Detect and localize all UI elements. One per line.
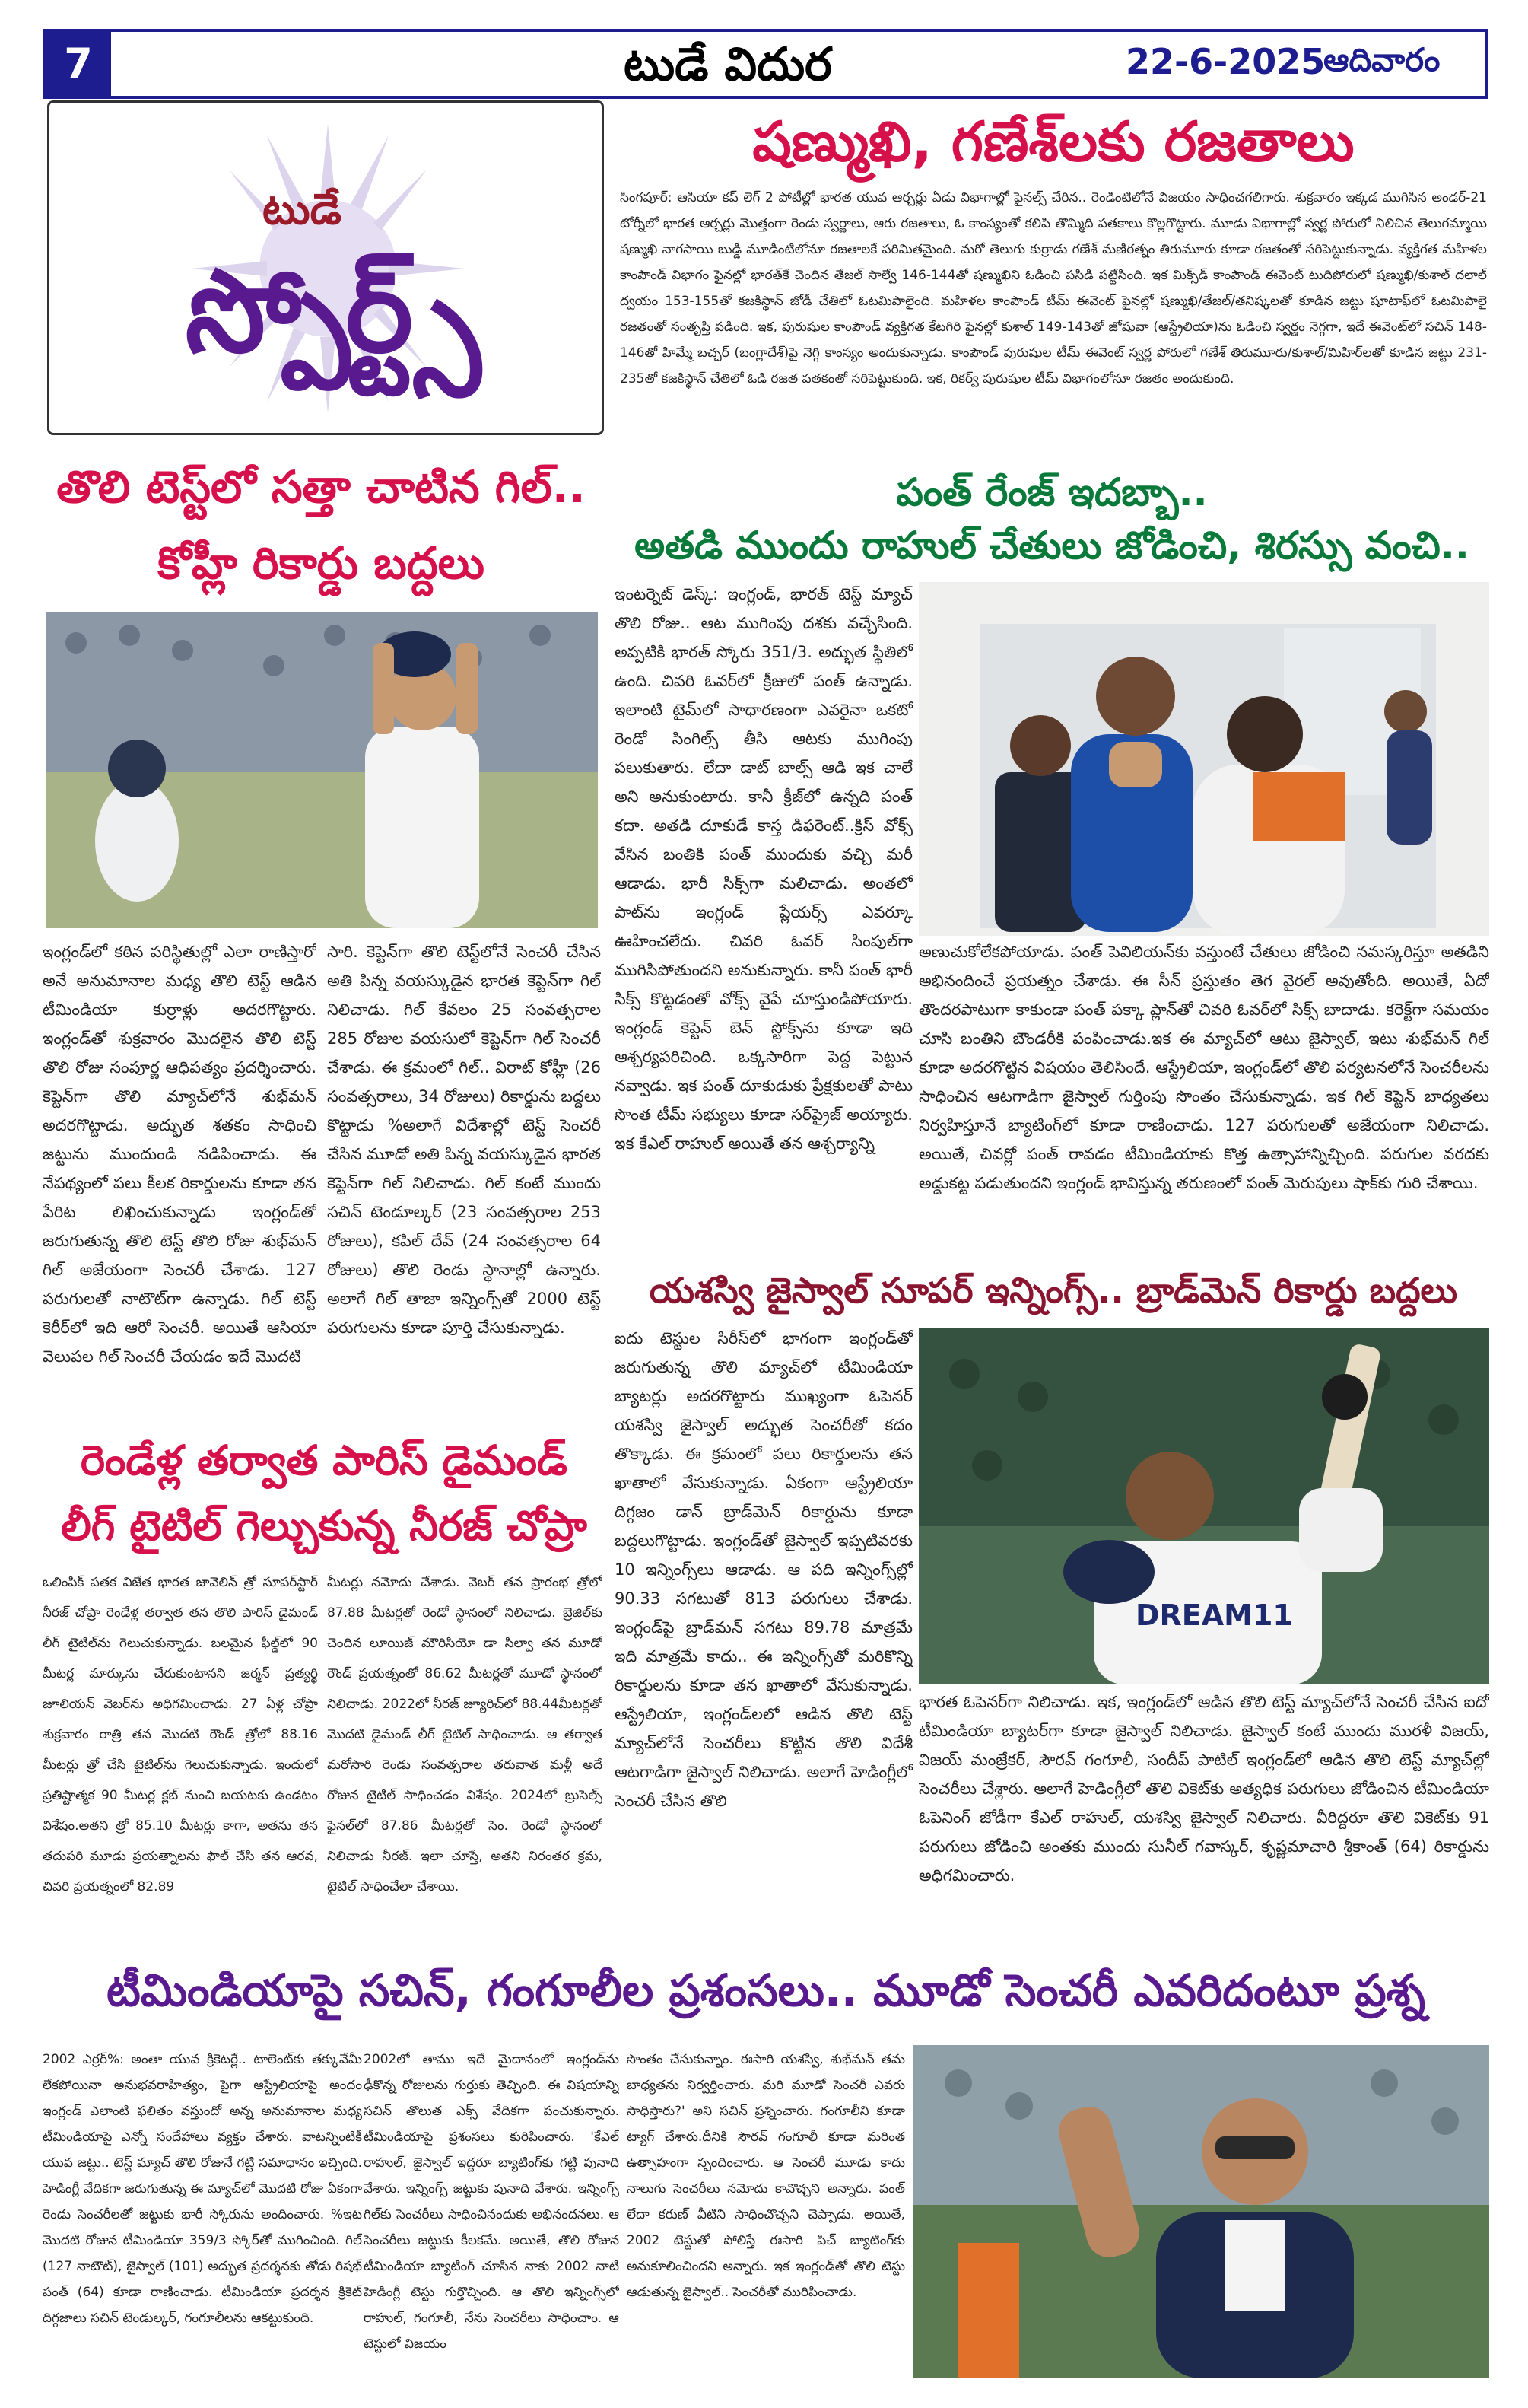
story2-headline-line2: కోహ్లీ రికార్డు బద్దలు [157, 537, 484, 589]
svg-text:DREAM11: DREAM11 [1136, 1598, 1293, 1632]
gill-photo [46, 612, 598, 928]
story3-headline-line1: పంత్ రేంజ్ ఇదబ్బా.. [896, 470, 1208, 514]
story2-headline-line1: తొలి టెస్ట్‌లో సత్తా చాటిన గిల్.. [56, 461, 586, 513]
story2-col2: సారి. కెప్టెన్‌గా తొలి టెస్ట్‌లోనే సెంచరీ చేసిన అతి పిన్న వయస్కుడైన భారత కెప్టెన్‌గా గిల్ నిలిచాడు. గిల్ కేవలం 25 సంవత్సరాల 285 రోజుల వయసులో కెప్టెన్‌గా గిల్ సెంచరీ చేశాడు. ఈ క్రమంలో గిల్.. విరాట్ కోహ్లీ (26 సంవత్సరాలు, 34 రోజులు) రికార్డును బద్దలు కొట్టాడు %అలాగే విదేశాల్లో టెస్ట్ సెంచరీ చేసిన మూడో అతి పిన్న వయస్కుడైన భారత కెప్టెన్‌గా గిల్ నిలిచాడు. గిల్ కంటే ముందు సచిన్ టెండూల్కర్ (23 సంవత్సరాల 253 రోజులు), కపిల్ దేవ్ (24 సంవత్సరాల 64 రోజులు) తొలి రెండు స్థానాల్లో ఉన్నారు. అలాగే గిల్ తాజా ఇన్నింగ్స్‌తో 2000 టెస్ట్ పరుగులను కూడా పూర్తి చేసుకున్నాడు. [327, 943, 601, 1337]
page-number: 7 [46, 32, 111, 96]
story5-headline-line2: లీగ్ టైటిల్ గెల్చుకున్న నీరజ్ చోప్రా [61, 1502, 587, 1550]
story6-col2: 2002లో తాము ఇదే మైదానంలో ఇంగ్లండ్‌ను ఢీకొన్న రోజులను గుర్తుకు తెచ్చింది. ఈ విషయాన్ని సచిన్ తొలుత ఎక్స్ వేదికగా పంచుకున్నారు. టీమిండియాపై ప్రశంసలు కురిపించారు. 'కేఎల్ రాహుల్, జైస్వాల్ ఇద్దరూ బ్యాటింగ్‌కు గట్టి పునాది వేశారు. ఇన్నింగ్స్ జట్టుకు పునాది వేశారు. ఇన్నింగ్స్ గిల్‌కు సెంచరీలు సాధించినందుకు అభినందనలు. ఆ సెంచరీలు జట్టుకు కీలకమే. అయితే, తొలి రోజున టీమిండియా బ్యాటింగ్ చూసిన నాకు 2002 నాటి హెడింగ్లీ టెస్టు గుర్తొచ్చింది. ఆ తొలి ఇన్నింగ్స్‌లో రాహుల్, గంగూలీ, నేను సెంచరీలు సాధించాం. ఆ టెస్టులో విజయం [364, 2052, 619, 2352]
logo-main-text: స్పోర్ట్స్ [185, 246, 477, 378]
story5-col2: మీటర్లు నమోదు చేశాడు. వెబర్ తన ప్రారంభ త్రోలో 87.88 మీటర్లతో రెండో స్థానంలో నిలిచాడు. బ్రెజిల్‌కు చెందిన లూయిజ్ మౌరిసియో డా సిల్వా తన మూడో రౌండ్ ప్రయత్నంతో 86.62 మీటర్లతో మూడో స్థానంలో నిలిచాడు. 2022లో నీరజ్ జ్యూరిచ్‌లో 88.44మీటర్లతో మొదటి డైమండ్ లీగ్ టైటిల్ సాధించాడు. ఆ తర్వాత మరోసారి రెండు సంవత్సరాల తరువాత మళ్లీ అదే రోజున టైటిల్ సాధించడం విశేషం. 2024లో బ్రుసెల్స్ ఫైనల్‌లో 87.86 మీటర్లతో సెం. రెండో స్థానంలో నిలిచాడు నీరజ్. ఇలా చూస్తే, అతని నిరంతర క్రమ, టైటిల్ సాధించేలా చేశాయి. [327, 1575, 602, 1894]
paper-name: టుడే విదుర [624, 38, 832, 91]
story4-col1: ఐదు టెస్టుల సిరీస్‌లో భాగంగా ఇంగ్లండ్‌తో జరుగుతున్న తొలి మ్యాచ్‌లో టీమిండియా బ్యాటర్లు అదరగొట్టారు ముఖ్యంగా ఓపెనర్ యశస్వి జైస్వాల్ అద్భుత సెంచరీతో కదం తొక్కాడు. ఈ క్రమంలో పలు రికార్డులను తన ఖాతాలో వేసుకున్నాడు. ఏకంగా ఆస్ట్రేలియా దిగ్గజం డాన్ బ్రాడ్‌మెన్ రికార్డును కూడా బద్దలుగొట్టాడు. ఇంగ్లండ్‌తో జైస్వాల్ ఇప్పటివరకు 10 ఇన్నింగ్స్‌లు ఆడాడు. ఆ పది ఇన్నింగ్స్‌ల్లో 90.33 సగటుతో 813 పరుగులు చేశాడు. ఇంగ్లండ్‌పై బ్రాడ్‌మన్ సగటు 89.78 మాత్రమే ఇది మాత్రమే కాదు.. ఈ ఇన్నింగ్స్‌తో మరికొన్ని రికార్డులను కూడా తన ఖాతాలో వేసుకున్నాడు. ఆస్ట్రేలియా, ఇంగ్లండ్‌లలో ఆడిన తొలి టెస్ట్ మ్యాచ్‌లోనే సెంచరీలు కొట్టిన తొలి విదేశీ ఆటగాడిగా జైస్వాల్ నిలిచాడు. అలాగే హెడింగ్లీలో సెంచరీ చేసిన తొలి [615, 1329, 913, 1810]
logo-top-text: టుడే [262, 185, 342, 234]
story6-col3: సొంతం చేసుకున్నాం. ఈసారి యశస్వి, శుభ్‌మన్ తమ బాధ్యతను నిర్వర్తించారు. మరి మూడో సెంచరీ ఎవరు సాధిస్తారు?' అని సచిన్ ప్రశ్నించారు. గంగూలీని కూడా ట్యాగ్ చేశారు.దీనికి సౌరవ్ గంగూలీ కూడా మరింత ఉత్సాహంగా స్పందించారు. ఆ సెంచరీ మూడు కాదు నాలుగు సెంచరీలు నమోదు కావొచ్చని అన్నారు. పంత్ లేదా కరుణ్ వీటిని సాధించొచ్చని చెప్పాడు. అయితే, 2002 టెస్టుతో పోలిస్తే ఈసారి పిచ్ బ్యాటింగ్‌కు అనుకూలించిందని అన్నారు. ఇక ఇంగ్లండ్‌తో తొలి టెస్టు ఆడుతున్న జైస్వాల్.. సెంచరీతో మురిపించాడు. [627, 2052, 905, 2300]
masthead [43, 29, 1488, 99]
story3-col1: ఇంటర్నెట్ డెస్క్: ఇంగ్లండ్, భారత్ టెస్ట్ మ్యాచ్ తొలి రోజు.. ఆట ముగింపు దశకు వచ్చేసింది. అప్పటికి భారత్ స్కోరు 351/3. అద్భుత స్థితిలో ఉంది. చివరి ఓవర్‌లో క్రీజులో పంత్ ఉన్నాడు. ఇలాంటి టైమ్‌లో సాధారణంగా ఎవరైనా ఒకటో రెండో సింగిల్స్ తీసి ఆటకు ముగింపు పలుకుతారు. లేదా డాట్ బాల్స్ ఆడి ఇక చాలే అని అనుకుంటారు. కానీ క్రీజ్‌లో ఉన్నది పంత్ కదా. అతడి దూకుడే కాస్త డిఫరెంట్..క్రిస్ వోక్స్ వేసిన బంతికి పంత్ ముందుకు వచ్చి మరీ ఆడాడు. భారీ సిక్స్‌గా మలిచాడు. అంతలో పాట్‌ను ఇంగ్లండ్ ప్లేయర్స్ ఎవర్కూ ఊహించలేదు. చివరి ఓవర్ సింపుల్‌గా ముగిసిపోతుందని అనుకున్నారు. కానీ పంత్ భారీ సిక్స్ కొట్టడంతో వోక్స్ వైపే చూస్తుండిపోయారు. ఇంగ్లండ్ కెప్టెన్ బెన్ స్టోక్స్‌ను కూడా ఇది ఆశ్చర్యపరిచింది. ఒక్కసారిగా పెద్ద పెట్టున నవ్వాడు. ఇక పంత్ దూకుడుకు ప్రేక్షకులతో పాటు సొంత టీమ్ సభ్యులు కూడా సర్‌ప్రైజ్ అయ్యారు. ఇక కేఎల్ రాహుల్ అయితే తన ఆశ్చర్యాన్ని [615, 585, 913, 1153]
pant-rahul-photo [919, 582, 1489, 936]
story3-headline-line2: అతడి ముందు రాహుల్ చేతులు జోడించి, శిరస్సు వంచి.. [634, 523, 1469, 568]
jaiswal-photo [919, 1328, 1489, 1684]
story6-headline: టీమిండియాపై సచిన్, గంగూలీల ప్రశంసలు.. మూడో సెంచరీ ఎవరిదంటూ ప్రశ్న [106, 1964, 1425, 2016]
story2-col1: ఇంగ్లండ్‌లో కఠిన పరిస్థితుల్లో ఎలా రాణిస్తారో అనే అనుమానాల మధ్య తొలి టెస్ట్ ఆడిన టీమిండియా కుర్రాళ్లు అదరగొట్టారు. ఇంగ్లండ్‌తో శుక్రవారం మొదలైన తొలి టెస్ట్ తొలి రోజు సంపూర్ణ ఆధిపత్యం ప్రదర్శించారు. కెప్టెన్‌గా తొలి మ్యాచ్‌లోనే శుభ్‌మన్ అదరగొట్టాడు. అద్భుత శతకం సాధించి జట్టును ముందుండి నడిపించాడు. ఈ నేపథ్యంలో పలు కీలక రికార్డులను కూడా తన పేరిట లిఖించుకున్నాడు ఇంగ్లండ్‌తో జరుగుతున్న తొలి టెస్ట్ తొలి రోజు శుభ్‌మన్ గిల్ అజేయంగా సెంచరీ చేశాడు. 127 పరుగులతో నాటౌట్‌గా ఉన్నాడు. గిల్ టెస్ట్ కెరీర్‌లో ఇది ఆరో సెంచరీ. అయితే ఆసియా వెలుపల గిల్ సెంచరీ చేయడం ఇదే మొదటి [43, 943, 316, 1366]
story3-col2: అణుచుకోలేకపోయాడు. పంత్ పెవిలియన్‌కు వస్తుంటే చేతులు జోడించి నమస్కరిస్తూ అతడిని అభినందించే ప్రయత్నం చేశాడు. ఈ సీన్ ప్రస్తుతం తెగ వైరల్ అవుతోంది. అయితే, ఏదో తొందరపాటుగా కాకుండా పంత్ పక్కా ప్లాన్‌తో చివరి ఓవర్‌లో సిక్స్ బాదాడు. కరెక్ట్‌గా సమయం చూసి బంతిని బౌండరీకి పంపించాడు.ఇక ఈ మ్యాచ్‌లో ఆటు జైస్వాల్, ఇటు శుభ్‌మన్ గిల్ కూడా అదరగొట్టిన విషయం తెలిసిందే. ఆస్ట్రేలియా, ఇంగ్లండ్‌లో తొలి పర్యటనలోనే సెంచరీలను సాధించిన ఆటగాడిగా జైస్వాల్ గుర్తింపు సొంతం చేసుకున్నాడు. ఇక గిల్ కెప్టెన్ బాధ్యతలు నిర్వహిస్తూనే బ్యాటింగ్‌లో కూడా రాణించాడు. 127 పరుగులతో అజేయంగా నిలిచాడు. అయితే, చివర్లో పంత్ రావడం టీమిండియాకు కొత్త ఉత్సాహాన్నిచ్చింది. పరుగుల వరదకు అడ్డుకట్ట పడుతుందని ఇంగ్లండ్ భావిస్తున్న తరుణంలో పంత్ మెరుపులు షాక్‌కు గురి చేశాయి. [919, 943, 1489, 1192]
story4-headline: యశస్వి జైస్వాల్ సూపర్ ఇన్నింగ్స్.. బ్రాడ్‌మెన్ రికార్డు బద్దలు [649, 1270, 1458, 1311]
story6-col1: 2002 ఎర్రర్%: అంతా యువ క్రికెటర్లే.. టాలెంట్‌కు తక్కువేమీ లేకపోయినా అనుభవరాహిత్యం, పైగా ఆస్ట్రేలియాపై అందం ఇంగ్లండ్ ఎలాంటి ఫలితం వస్తుందో అన్న అనుమానాల మధ్య టీమిండియాపై ఎన్నో సందేహాలు వ్యక్తం చేశారు. వాటన్నింటికీ యువ జట్టు.. టెస్ట్ మ్యాచ్ తొలి రోజునే గట్టి సమాధానం ఇచ్చింది. హెడింగ్లీ వేదికగా జరుగుతున్న ఈ మ్యాచ్‌లో మొదటి రోజు ఏకంగా రెండు సెంచరీలతో జట్టుకు భారీ స్కోరును అందించారు. %ఇట మొదటి రోజున టీమిండియా 359/3 స్కోర్‌తో ముగించింది. గిల్ (127 నాటౌట్), జైస్వాల్ (101) అద్భుత ప్రదర్శనకు తోడు రిషభ్ పంత్ (64) కూడా రాణించాడు. టీమిండియా ప్రదర్శన క్రికెట్ దిగ్గజాలు సచిన్ టెండుల్కర్, గంగూలీలను ఆకట్టుకుంది. [43, 2052, 362, 2326]
sachin-photo [913, 2045, 1489, 2378]
sports-logo [47, 100, 604, 435]
story5-headline-line1: రెండేళ్ల తర్వాత పారిస్ డైమండ్ [81, 1436, 567, 1484]
story4-col2: భారత ఓపెనర్‌గా నిలిచాడు. ఇక, ఇంగ్లండ్‌లో ఆడిన తొలి టెస్ట్ మ్యాచ్‌లోనే సెంచరీ చేసిన ఐదో టీమిండియా బ్యాటర్‌గా కూడా జైస్వాల్ నిలిచాడు. జైస్వాల్ కంటే ముందు మురళీ విజయ్, విజయ్ మంజ్రేకర్, సౌరవ్ గంగూలీ, సందీప్ పాటిల్ ఇంగ్లండ్‌లో ఆడిన తొలి టెస్ట్ మ్యాచ్‌ల్లో సెంచరీలు చేశ్లారు. అలాగే హెడింగ్లీలో తొలి వికెట్‌కు అత్యధిక పరుగులు జోడించిన టీమిండియా ఓపెనింగ్ జోడీగా కేఎల్ రాహుల్, యశస్వి జైస్వాల్ నిలిచారు. వీరిద్దరూ తొలి వికెట్‌కు 91 పరుగులు జోడించి అంతకు ముందు సునీల్ గవాస్కర్, కృష్ణమాచారి శ్రీకాంత్ (64) రికార్డును అధిగమించారు. [919, 1693, 1489, 1885]
story1-headline: షణ్ముఖి, గణేశ్‌లకు రజతాలు [752, 110, 1355, 173]
issue-date: 22-6-2025 [1126, 41, 1326, 82]
story5-col1: ఒలింపిక్ పతక విజేత భారత జావెలిన్ త్రో సూపర్‌స్టార్ నీరజ్ చోప్రా రెండేళ్ల తర్వాత తన తొలి పారిస్ డైమండ్ లీగ్ టైటిల్‌ను గెలుచుకున్నాడు. బలమైన ఫీల్డ్‌లో 90 మీటర్ల మార్కును చేరుకుంటానని జర్మన్ ప్రత్యర్థి జూలియన్ వెబర్‌ను అధిగమించాడు. 27 ఏళ్ల చోప్రా శుక్రవారం రాత్రి తన మొదటి రౌండ్ త్రోలో 88.16 మీటర్లు త్రో చేసి టైటిల్‌ను గెలుచుకున్నాడు. ఇందులో ప్రతిష్టాత్మక 90 మీటర్ల క్లబ్ నుంచి బయటకు ఉండటం విశేషం.అతని త్రో 85.10 మీటర్లు కాగా, అతను తన తదుపరి మూడు ప్రయత్నాలను ఫౌల్ చేసి తన ఆరవ, చివరి ప్రయత్నంలో 82.89 [43, 1575, 318, 1894]
issue-day: ఆదివారం [1323, 41, 1441, 78]
story1-body: సింగపూర్: ఆసియా కప్ లెగ్ 2 పోటీల్లో భారత యువ ఆర్చర్లు ఏడు విభాగాల్లో ఫైనల్స్ చేరిన.. రెండింటిలోనే విజయం సాధించగలిగారు. శుక్రవారం ఇక్కడ ముగిసిన అండర్-21 టోర్నీలో భారత ఆర్చర్లు మొత్తంగా రెండు స్వర్ణాలు, ఆరు రజతాలు, ఓ కాంస్యంతో కలిపి తొమ్మిది పతకాలు కొల్లగొట్టారు. మూడు విభాగాల్లో స్వర్ణ పోరులో నిలిచిన తెలుగమ్మాయి షణ్ముఖి నాగసాయి బుడ్డి మూడింటిలోనూ రజతాలకే పరిమితమైంది. మరో తెలుగు కుర్రాడు గణేశ్ మణిరత్నం తిరుమూరు కూడా రజతంతో సరిపెట్టుకున్నాడు. వ్యక్తిగత మహిళల కాంపౌండ్ విభాగం ఫైనల్లో భారత్‌కే చెందిన తేజల్ సాల్వే 146-144తో షణ్ముఖిని ఓడించి పసిడి పట్టేసింది. ఇక మిక్స్‌డ్ కాంపౌండ్ ఈవెంట్ టుదిపోరులో షణ్ముఖి/కుశాల్ దలాల్ ద్వయం 153-155తో కజకిస్థాన్ జోడీ చేతిలో ఓటమిపాలైంది. మహిళల కాంపౌండ్ టీమ్ ఈవెంట్ ఫైనల్లో షణ్ముఖి/తేజల్/తనిష్కలతో కూడిన జట్టు షూటాఫ్‌లో ఓటమిపాలై రజతంతో సంతృప్తి పడింది. ఇక, పురుషుల కాంపౌండ్ వ్యక్తిగత కేటగిరి ఫైనల్లో కుశాల్ 149-143తో జోషువా (ఆస్ట్రేలియా)ను ఓడించి స్వర్ణం నెగ్గగా, ఇదే ఈవెంట్‌లో సచిన్ 148-146తో హిమ్మే బచ్చర్ (బంగ్లాదేశ్)పై నెగ్గి కాంస్యం అందుకున్నాడు. కాంపౌండ్ పురుషుల టీమ్ ఈవెంట్ స్వర్ణ పోరులో గణేశ్ తిరుమూరు/కుశాల్/మిహిర్‌లతో కూడిన జట్టు 231-235తో కజకిస్థాన్ చేతిలో ఓడి రజత పతకంతో సరిపెట్టుకుంది. ఇక, రికర్వ్ పురుషుల టీమ్ విభాగంలోనూ రజతం అందుకుంది. [620, 190, 1487, 386]
